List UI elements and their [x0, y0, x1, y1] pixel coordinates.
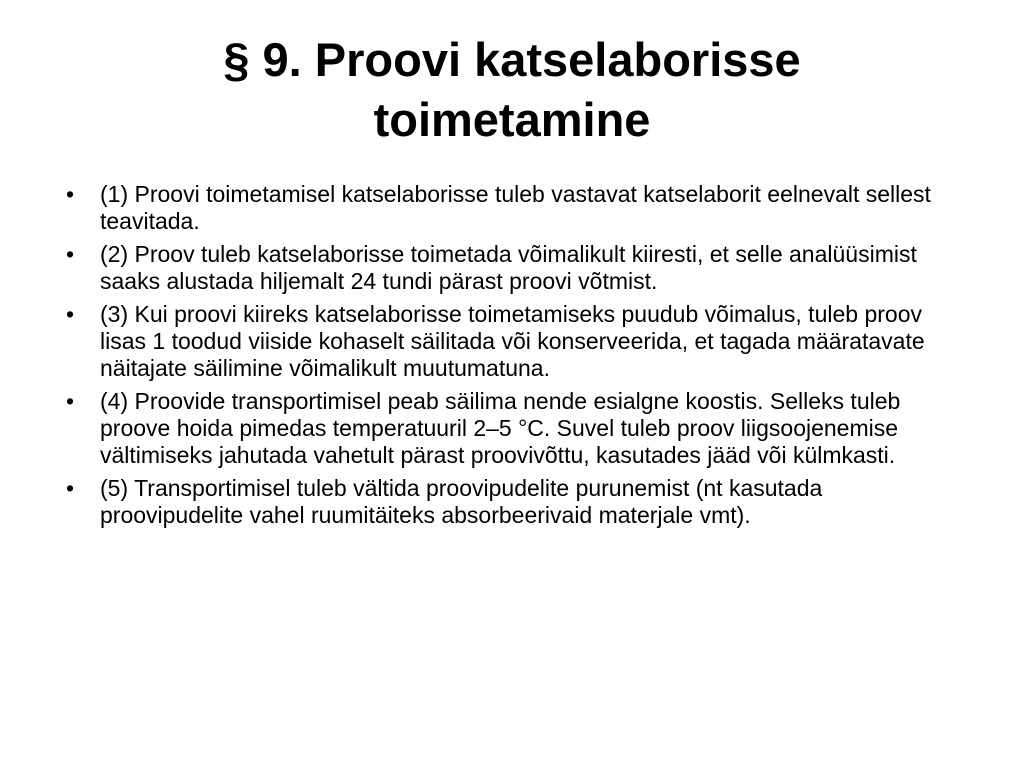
slide-title-line-1: § 9. Proovi katselaborisse: [223, 33, 801, 86]
bullet-marker: •: [66, 475, 75, 501]
bullet-item-4: [66, 388, 971, 469]
bullet-marker: •: [66, 301, 75, 327]
bullet-item-1: [66, 181, 971, 235]
slide-title: [60, 30, 964, 150]
bullet-item-2: [66, 241, 971, 295]
bullet-text-1: (1) Proovi toimetamisel katselaborisse tuleb vastavat katselaborit eelnevalt sellest teavitada.: [100, 181, 931, 234]
bullet-marker: •: [66, 181, 75, 207]
bullet-marker: •: [66, 388, 75, 414]
bullet-item-5: [66, 475, 971, 529]
bullet-text-3: (3) Kui proovi kiireks katselaborisse toimetamiseks puudub võimalus, tuleb proov lisas 1 toodud viiside kohaselt säilitada või konserveerida, et tagada määratavate näitajate säilimine võimalikult muutumatuna.: [100, 301, 925, 381]
bullet-list: [66, 181, 971, 535]
bullet-text-4: (4) Proovide transportimisel peab säilima nende esialgne koostis. Selleks tuleb proove hoida pimedas temperatuuril 2–5 °C. Suvel tuleb proov liigsoojenemise vältimiseks jahutada vahetult pärast proovivõttu, kasutades jääd või külmkasti.: [100, 388, 901, 468]
bullet-text-2: (2) Proov tuleb katselaborisse toimetada võimalikult kiiresti, et selle analüüsimist saaks alustada hiljemalt 24 tundi pärast proovi võtmist.: [100, 241, 917, 294]
bullet-text-5: (5) Transportimisel tuleb vältida proovipudelite purunemist (nt kasutada proovipudelite vahel ruumitäiteks absorbeerivaid materjale vmt).: [100, 475, 823, 528]
bullet-item-3: [66, 301, 971, 382]
slide-title-line-2: toimetamine: [373, 93, 651, 146]
bullet-marker: •: [66, 241, 75, 267]
